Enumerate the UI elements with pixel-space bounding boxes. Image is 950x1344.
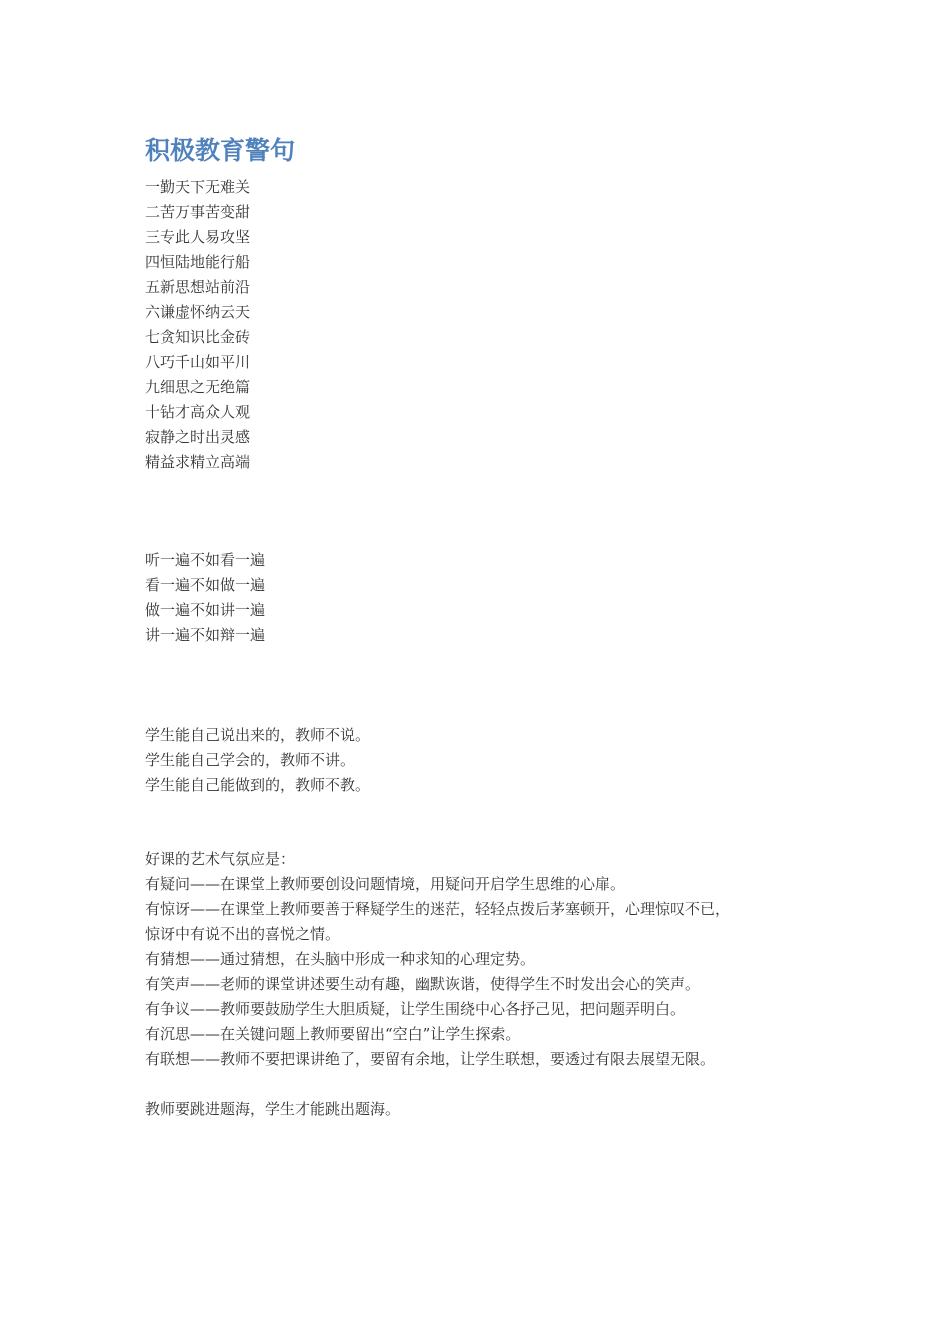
motto-list-teacher-principles bbox=[145, 723, 825, 798]
motto-line: 听一遍不如看一遍 bbox=[145, 551, 266, 569]
motto-line: 九细思之无绝篇 bbox=[145, 378, 251, 396]
paragraph-line: 有惊讶——在课堂上教师要善于释疑学生的迷茫，轻轻点拨后茅塞顿开，心理惊叹不已， bbox=[145, 900, 731, 918]
motto-list-repetition bbox=[145, 548, 825, 648]
motto-line: 学生能自己能做到的，教师不教。 bbox=[145, 776, 371, 794]
paragraph-line: 有笑声——老师的课堂讲述要生动有趣，幽默诙谐，使得学生不时发出会心的笑声。 bbox=[145, 975, 701, 993]
paragraph-line: 有疑问——在课堂上教师要创设问题情境，用疑问开启学生思维的心扉。 bbox=[145, 875, 626, 893]
motto-line: 三专此人易攻坚 bbox=[145, 228, 251, 246]
motto-line: 寂静之时出灵感 bbox=[145, 428, 251, 446]
motto-line: 四恒陆地能行船 bbox=[145, 253, 251, 271]
motto-line: 七贪知识比金砖 bbox=[145, 328, 251, 346]
motto-line: 一勤天下无难关 bbox=[145, 178, 251, 196]
paragraph-line: 有沉思——在关键问题上教师要留出“空白”让学生探索。 bbox=[145, 1025, 521, 1043]
paragraph-line: 有猜想——通过猜想，在头脑中形成一种求知的心理定势。 bbox=[145, 950, 536, 968]
section-heading: 好课的艺术气氛应是： bbox=[145, 850, 296, 868]
motto-line: 看一遍不如做一遍 bbox=[145, 576, 266, 594]
motto-line: 八巧千山如平川 bbox=[145, 353, 251, 371]
paragraph-line: 惊讶中有说不出的喜悦之情。 bbox=[145, 925, 341, 943]
motto-line: 六谦虚怀纳云天 bbox=[145, 303, 251, 321]
motto-line: 做一遍不如讲一遍 bbox=[145, 601, 266, 619]
motto-line: 学生能自己说出来的，教师不说。 bbox=[145, 726, 371, 744]
motto-line: 教师要跳进题海，学生才能跳出题海。 bbox=[145, 1100, 401, 1118]
motto-line: 二苦万事苦变甜 bbox=[145, 203, 251, 221]
good-lesson-atmosphere bbox=[145, 847, 825, 1072]
motto-line: 五新思想站前沿 bbox=[145, 278, 251, 296]
motto-line: 十钻才高众人观 bbox=[145, 403, 251, 421]
motto-line: 精益求精立高端 bbox=[145, 453, 251, 471]
closing-motto bbox=[145, 1097, 825, 1122]
motto-line: 讲一遍不如辩一遍 bbox=[145, 626, 266, 644]
motto-list-numbered bbox=[145, 175, 825, 475]
paragraph-line: 有争议——教师要鼓励学生大胆质疑，让学生围绕中心各抒己见，把问题弄明白。 bbox=[145, 1000, 686, 1018]
page-title: 积极教育警句 bbox=[145, 136, 296, 165]
motto-line: 学生能自己学会的，教师不讲。 bbox=[145, 751, 356, 769]
paragraph-line: 有联想——教师不要把课讲绝了，要留有余地，让学生联想，要透过有限去展望无限。 bbox=[145, 1050, 716, 1068]
